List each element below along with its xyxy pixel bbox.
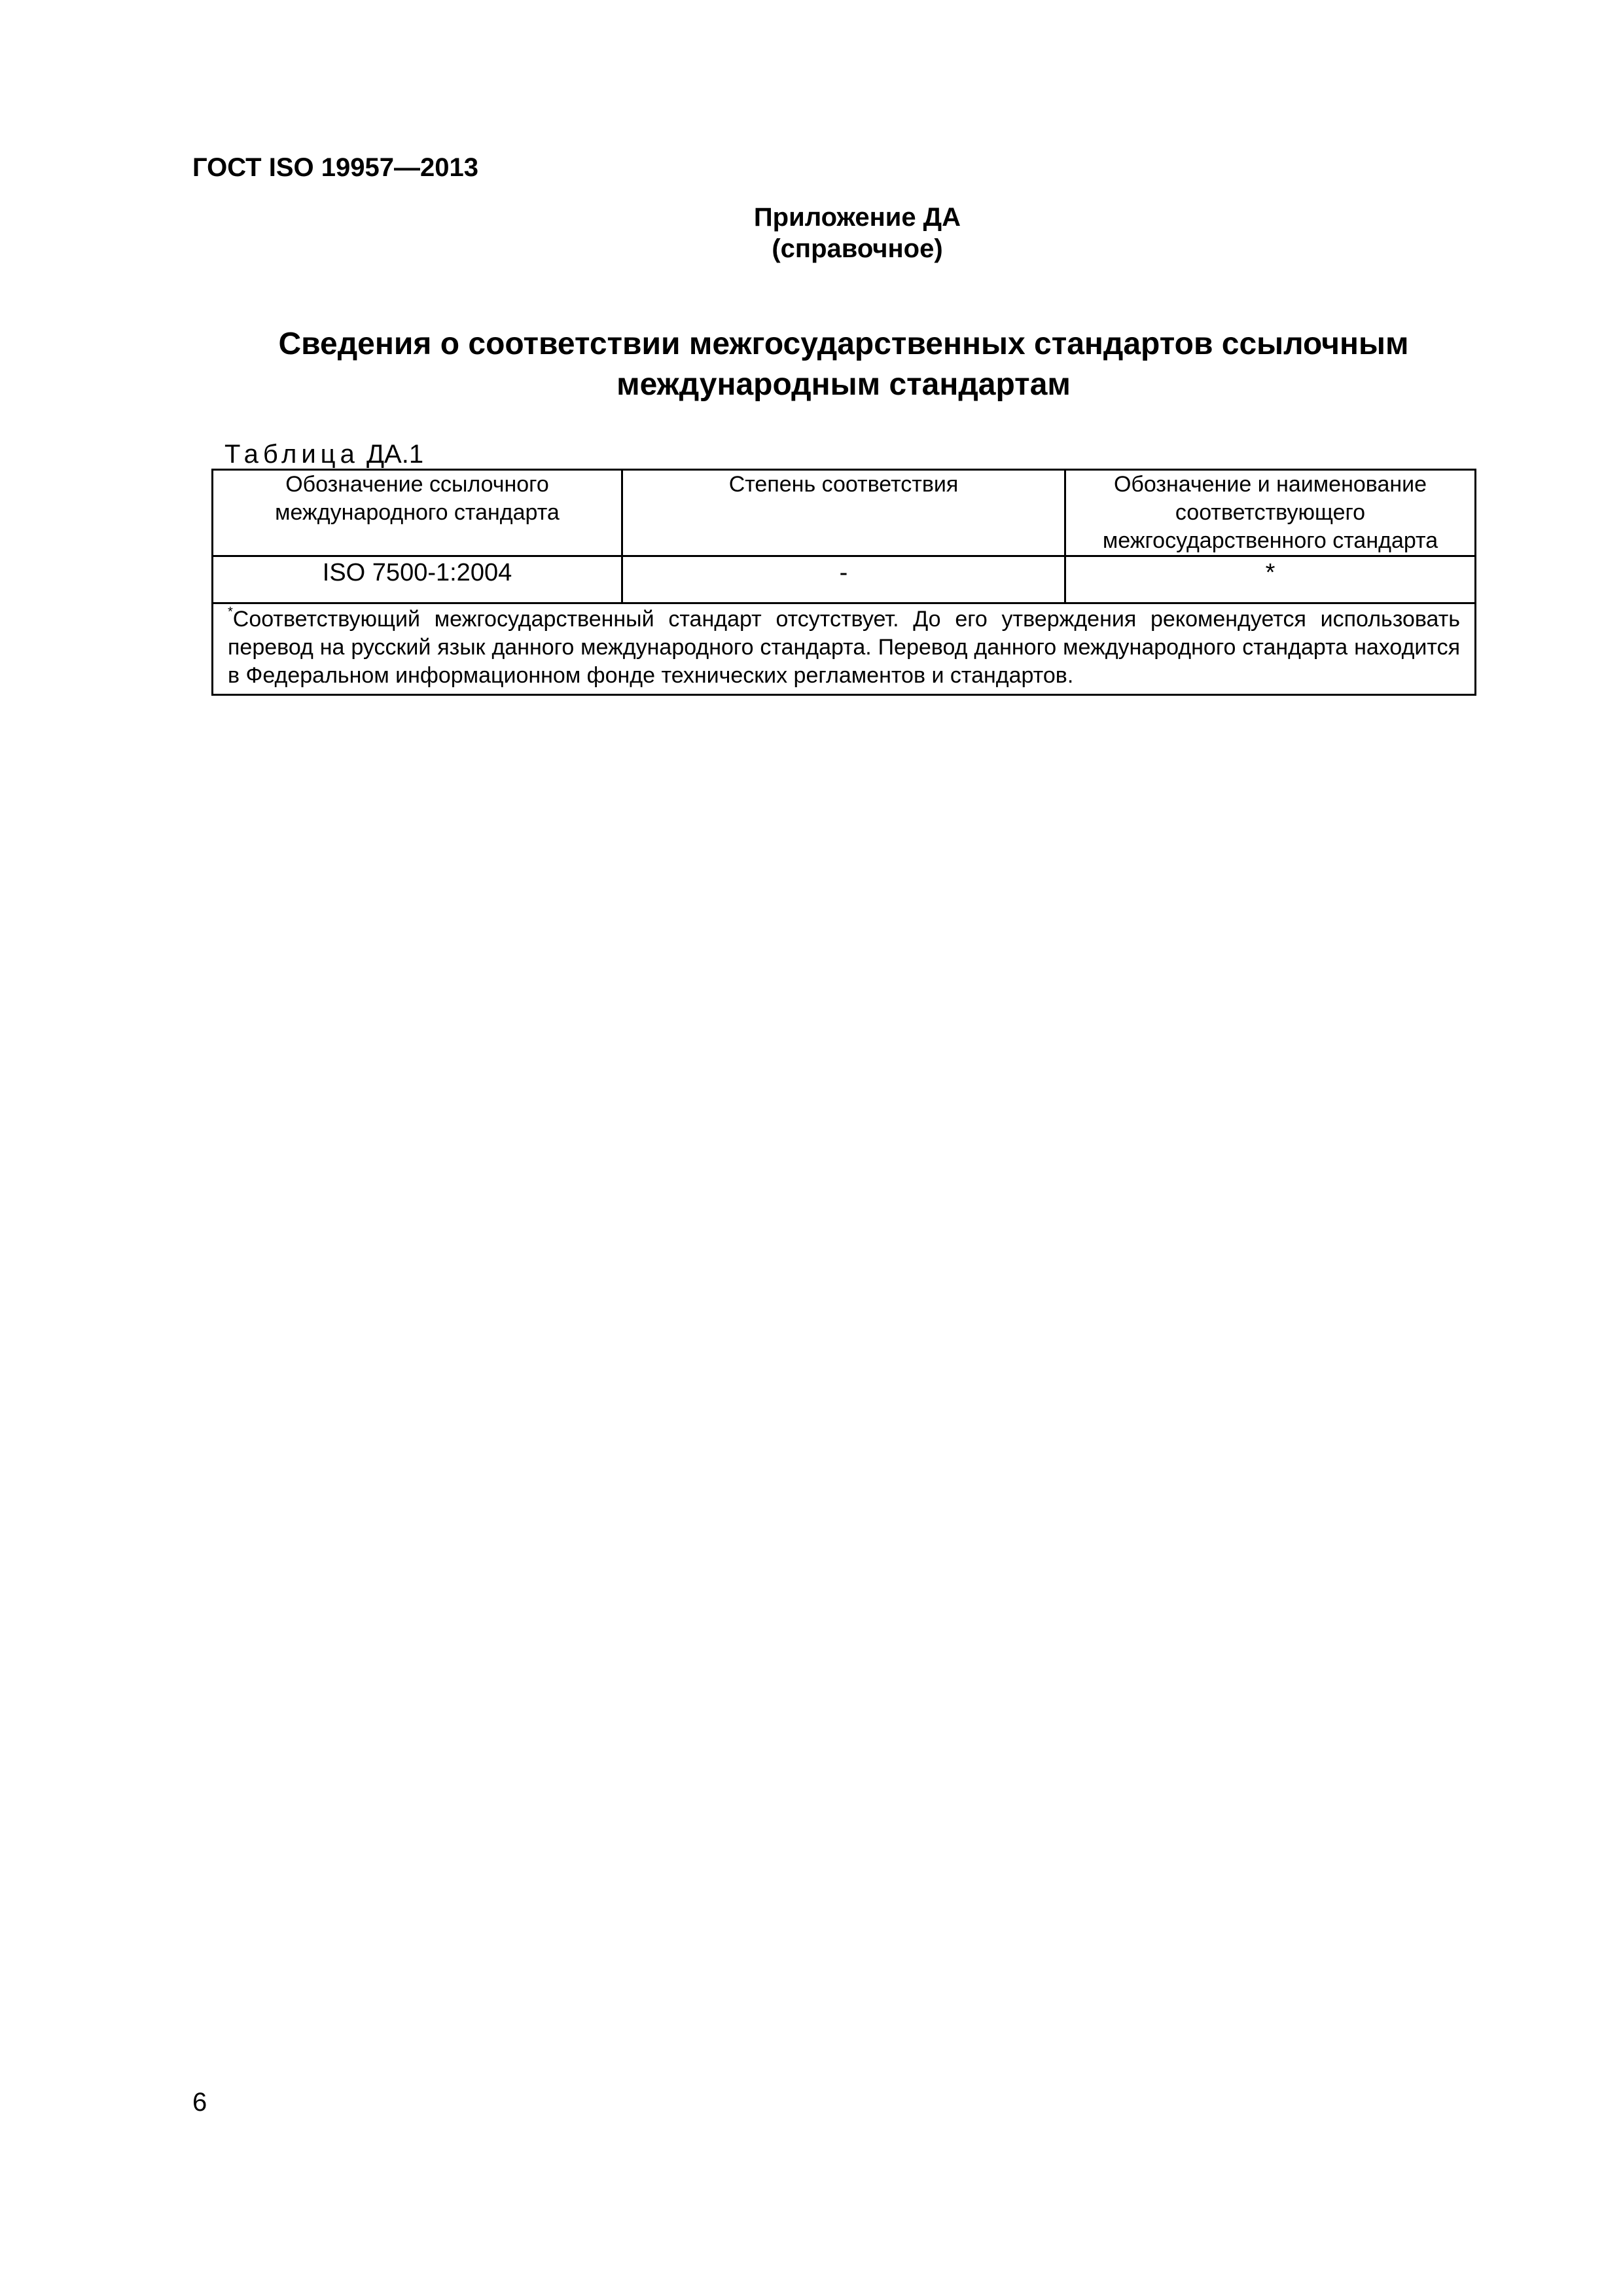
header-cell-degree-of-correspondence: Степень соответствия [622,470,1065,556]
page-number: 6 [192,2088,207,2117]
footnote-mark: * [228,605,233,619]
table-row [213,556,1476,603]
appendix-title: Приложение ДА [753,203,961,232]
section-title-line-1: Сведения о соответствии межгосударственных стандартов ссылочным [278,327,1409,361]
cell-degree-of-correspondence: - [622,556,1065,603]
cell-reference-standard: ISO 7500-1:2004 [213,556,622,603]
table-footnote [213,603,1476,695]
footnote-text: Соответствующий межгосударственный стандарт отсутствует. До его утверждения рекомендуется использовать перевод на русский язык данного международного стандарта. Перевод данного международного стандарта находится в Федеральном информационном фонде технических регламентов и стандартов. [228,607,1460,688]
cell-interstate-standard: * [1065,556,1476,603]
table-footnote-row [213,603,1476,695]
header-cell-interstate-standard: Обозначение и наименование соответствующего межгосударственного стандарта [1065,470,1476,556]
table-caption [224,440,423,469]
table-caption-word: Таблица [224,440,359,469]
section-title [192,324,1495,405]
document-code: ГОСТ ISO 19957—2013 [192,153,478,182]
table-header-row [213,470,1476,556]
table-caption-id: ДА.1 [366,440,424,469]
header-cell-reference-standard: Обозначение ссылочного международного стандарта [213,470,622,556]
section-title-line-2: международным стандартам [616,367,1071,402]
appendix-type: (справочное) [772,234,943,263]
correspondence-table [211,469,1476,696]
